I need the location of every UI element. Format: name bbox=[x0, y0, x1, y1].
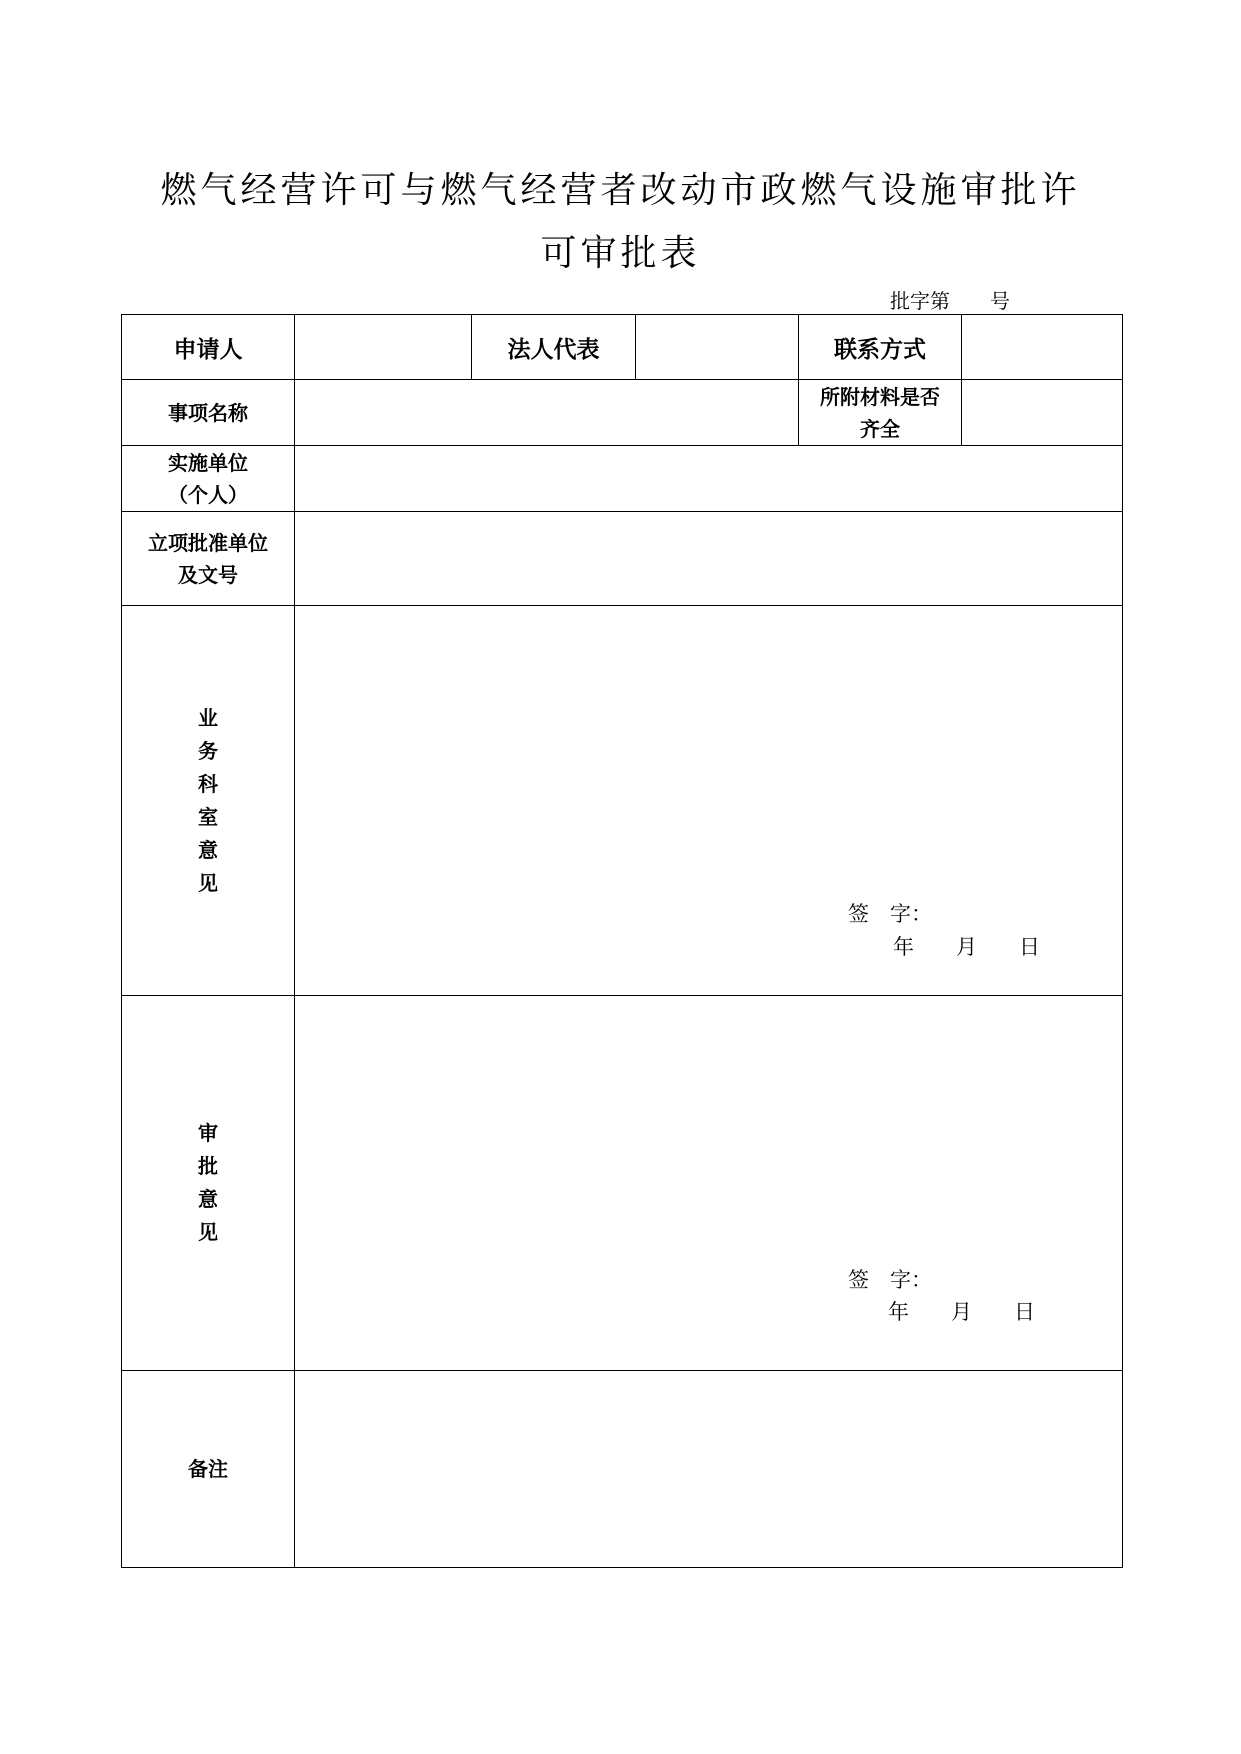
approval-opinion-char: 批 bbox=[198, 1154, 218, 1178]
contact-field[interactable] bbox=[962, 315, 1123, 380]
dept-opinion-char: 业 bbox=[198, 705, 218, 730]
implementer-label-line2: （个人） bbox=[168, 482, 248, 507]
project-approval-field[interactable] bbox=[295, 512, 1123, 606]
remarks-field[interactable] bbox=[295, 1371, 1123, 1568]
project-approval-label-line2: 及文号 bbox=[178, 562, 238, 587]
approval-opinion-label bbox=[122, 996, 295, 1371]
form-row-implementer bbox=[122, 446, 1123, 512]
implementer-field[interactable] bbox=[295, 446, 1123, 512]
remarks-text: 备注 bbox=[188, 1457, 228, 1481]
project-approval-label-line1: 立项批准单位 bbox=[148, 530, 268, 555]
applicant-field[interactable] bbox=[295, 315, 472, 380]
dept-date-label: 年 月 日 bbox=[893, 935, 1040, 959]
approval-form-table bbox=[121, 314, 1123, 1568]
implementer-label-line1: 实施单位 bbox=[168, 450, 248, 475]
dept-opinion-char: 务 bbox=[198, 738, 218, 763]
legal-rep-field[interactable] bbox=[636, 315, 799, 380]
materials-label-line1: 所附材料是否 bbox=[820, 384, 940, 409]
dept-opinion-char: 室 bbox=[198, 804, 218, 829]
dept-opinion-char: 科 bbox=[198, 771, 218, 796]
form-row-dept-opinion bbox=[122, 606, 1123, 996]
form-row-remarks bbox=[122, 1371, 1123, 1568]
item-name-field[interactable] bbox=[295, 380, 799, 446]
dept-opinion-field[interactable] bbox=[295, 606, 1123, 996]
remarks-label bbox=[122, 1371, 295, 1568]
approval-opinion-char: 见 bbox=[198, 1220, 218, 1244]
materials-label bbox=[799, 380, 962, 446]
form-row-project-approval bbox=[122, 512, 1123, 606]
document-title-line1: 燃气经营许可与燃气经营者改动市政燃气设施审批许 bbox=[160, 170, 1081, 211]
approval-opinion-char: 意 bbox=[198, 1187, 218, 1211]
approval-opinion-char: 审 bbox=[198, 1121, 218, 1145]
dept-opinion-label bbox=[122, 606, 295, 996]
form-row-applicant bbox=[122, 315, 1123, 380]
form-row-item bbox=[122, 380, 1123, 446]
materials-label-line2: 齐全 bbox=[860, 416, 900, 441]
applicant-label: 申请人 bbox=[122, 315, 295, 380]
project-approval-label bbox=[122, 512, 295, 606]
dept-opinion-char: 意 bbox=[198, 837, 218, 862]
materials-field[interactable] bbox=[962, 380, 1123, 446]
dept-signature-label: 签 字： bbox=[848, 902, 932, 926]
approval-date-label: 年 月 日 bbox=[888, 1300, 1035, 1324]
form-row-approval-opinion bbox=[122, 996, 1123, 1371]
item-name-label bbox=[122, 380, 295, 446]
dept-opinion-char: 见 bbox=[198, 870, 218, 895]
contact-label: 联系方式 bbox=[799, 315, 962, 380]
document-number: 批字第 号 bbox=[890, 289, 1010, 313]
approval-opinion-field[interactable] bbox=[295, 996, 1123, 1371]
implementer-label bbox=[122, 446, 295, 512]
document-title-line2: 可审批表 bbox=[540, 233, 701, 274]
legal-rep-label: 法人代表 bbox=[472, 315, 636, 380]
approval-signature-label: 签 字： bbox=[848, 1268, 932, 1292]
item-name-text: 事项名称 bbox=[168, 400, 248, 425]
